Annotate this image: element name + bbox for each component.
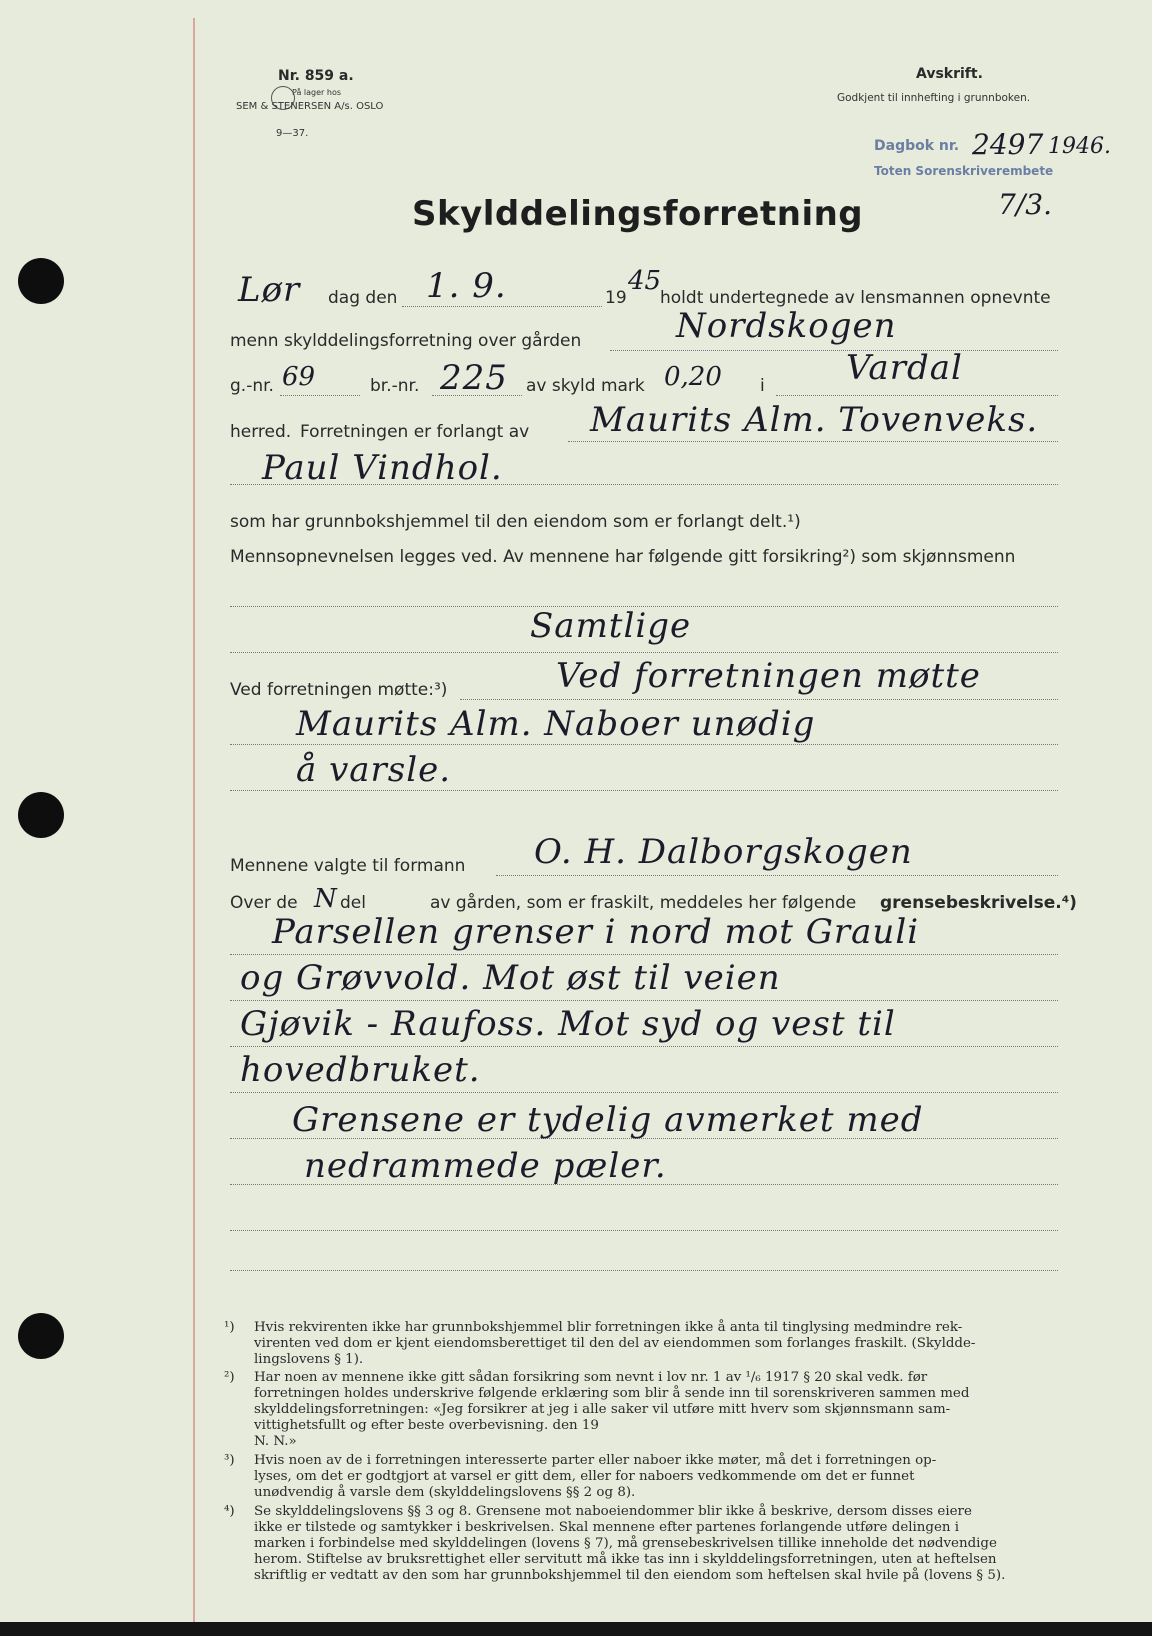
footnote-text: Hvis noen av de i forretningen interesserte parter eller naboer ikke møter, må det i forretningen op- lyses, om det er godtgjort at varsel er gitt dem, eller for naboers vedkommende om det er funnet unødvendig å varsle dem (skylddelingslovens §§ 2 og 8).: [254, 1453, 937, 1500]
description-line: Grensene er tydelig avmerket med: [292, 1100, 924, 1140]
samtlige-handwritten: Samtlige: [530, 606, 692, 646]
print-date: 9—37.: [276, 128, 309, 139]
footnote-text: Har noen av mennene ikke gitt sådan forsikring som nevnt i lov nr. 1 av ¹/₆ 1917 § 20 skal vedk. før forretningen holdes underskrive følgende erklæring som blir å sende inn til sorenskriveren sammen med skylddelingsforretningen: «Jeg forsikrer at jeg i alle saker vil utføre mitt hverv som skjønnsmann sam- vittighetsfullt og efter beste overbevisning. den 19 N. N.»: [254, 1370, 970, 1449]
farm-handwritten: Nordskogen: [676, 306, 897, 346]
footnote-number: ²): [224, 1370, 235, 1385]
requester2-handwritten: Paul Vindhol.: [262, 448, 503, 488]
footnote-number: ¹): [224, 1320, 235, 1335]
formann-handwritten: O. H. Dalborgskogen: [534, 832, 913, 872]
footnote-text: Se skylddelingslovens §§ 3 og 8. Grensene mot naboeiendommer blir ikke å beskrive, dersom disses eiere ikke er tilstede og samtykker i beskrivelsen. Skal mennene efter partenes forlangende utføre delingen i marken i forbindelse med skylddelingen (lovens § 7), må grensebeskrivelsen tillike inneholde det nødvendige herom. Stiftelse av bruksrettighet eller servitutt må ikke tas inn i skylddelingsforretningen, uten at heftelsen skriftlig er vedtatt av den som har grunnbokshjemmel til den eiendom som heftelsen skal hvile på (lovens § 5).: [254, 1504, 1006, 1583]
motte-label: Ved forretningen møtte:³): [230, 680, 448, 700]
garden-text: av gården, som er fraskilt, meddeles her følgende: [430, 893, 857, 913]
herred-handwritten: Vardal: [846, 348, 963, 388]
punch-hole-middle: [18, 792, 64, 838]
skyld-label: av skyld mark: [526, 376, 645, 396]
footnote-number: ⁴): [224, 1504, 235, 1519]
godkjent-label: Godkjent til innhefting i grunnboken.: [837, 92, 1031, 104]
avskrift-label: Avskrift.: [916, 66, 983, 82]
punch-hole-top: [18, 258, 64, 304]
forlangt-text: Forretningen er forlangt av: [300, 422, 530, 442]
brnr-handwritten: 225: [440, 358, 508, 398]
skyld-handwritten: 0,20: [664, 362, 722, 392]
requester-line: [568, 441, 1058, 442]
diary-fraction: 7/3.: [998, 188, 1052, 221]
publisher-line-1: På lager hos: [292, 88, 341, 97]
herred-label: herred.: [230, 422, 292, 442]
blank-line-2: [230, 652, 1058, 653]
footnote-number: ³): [224, 1453, 235, 1468]
form-number: Nr. 859 a.: [278, 68, 354, 84]
gnr-handwritten: 69: [282, 362, 316, 392]
margin-rule: [193, 18, 195, 1622]
requester-handwritten: Maurits Alm. Tovenveks.: [590, 400, 1039, 440]
year-prefix: 19: [605, 288, 627, 308]
year-handwritten: 45: [628, 266, 662, 296]
dag-den-label: dag den: [328, 288, 398, 308]
motte-handwritten-3: å varsle.: [296, 750, 452, 790]
diary-stamp-prefix: Dagbok nr.: [874, 138, 960, 154]
menn-text: menn skylddelingsforretning over gården: [230, 331, 582, 351]
motte-handwritten-2: Maurits Alm. Naboer unødig: [296, 704, 816, 744]
motte-handwritten-1: Ved forretningen møtte: [556, 656, 981, 696]
desc-line-7: [230, 1230, 1058, 1231]
brnr-label: br.-nr.: [370, 376, 420, 396]
over-de-label: Over de: [230, 893, 298, 913]
footnote-text: Hvis rekvirenten ikke har grunnbokshjemmel blir forretningen ikke å anta til tinglysing medmindre rek- virenten ved dom er kjent eiendomsberettiget til den del av eiendommen som forlanges fraskilt. (Skyldde- lingslovens § 1).: [254, 1320, 976, 1367]
farm-line: [610, 350, 1058, 351]
motte-line-2: [230, 744, 1058, 745]
description-line: og Grøvvold. Mot øst til veien: [240, 958, 781, 998]
desc-line-3: [230, 1046, 1058, 1047]
date-line: [402, 306, 602, 307]
i-label: i: [760, 376, 765, 396]
gnr-line: [280, 395, 360, 396]
del-handwritten: N: [314, 884, 337, 914]
description-line: nedrammede pæler.: [304, 1146, 667, 1186]
herred-line: [776, 395, 1058, 396]
office-stamp: Toten Sorenskriverembete: [874, 164, 1054, 178]
date-handwritten: 1. 9.: [426, 266, 507, 306]
day-handwritten: Lør: [238, 270, 301, 310]
desc-line-1: [230, 954, 1058, 955]
description-line: Gjøvik - Raufoss. Mot syd og vest til: [240, 1004, 896, 1044]
motte-line-1: [460, 699, 1058, 700]
formann-line: [496, 875, 1058, 876]
description-line: Parsellen grenser i nord mot Grauli: [272, 912, 920, 952]
desc-line-2: [230, 1000, 1058, 1001]
desc-line-8: [230, 1270, 1058, 1271]
grunnbok-text: som har grunnbokshjemmel til den eiendom som er forlangt delt.¹): [230, 512, 801, 532]
holdt-text: holdt undertegnede av lensmannen opnevnte: [660, 288, 1051, 308]
gnr-label: g.-nr.: [230, 376, 274, 396]
del-label: del: [340, 893, 366, 913]
formann-label: Mennene valgte til formann: [230, 856, 466, 876]
diary-year: 1946.: [1048, 134, 1111, 159]
description-line: hovedbruket.: [240, 1050, 481, 1090]
document-title: Skylddelingsforretning: [412, 194, 864, 234]
diary-number: 2497: [972, 128, 1044, 161]
grense-label: grensebeskrivelse.⁴): [880, 893, 1077, 913]
motte-line-3: [230, 790, 1058, 791]
mennsop-text: Mennsopnevnelsen legges ved. Av mennene har følgende gitt forsikring²) som skjønnsmenn: [230, 547, 1016, 567]
punch-hole-bottom: [18, 1313, 64, 1359]
desc-line-4: [230, 1092, 1058, 1093]
publisher-line-2: SEM & STENERSEN A/s. OSLO: [236, 101, 384, 112]
